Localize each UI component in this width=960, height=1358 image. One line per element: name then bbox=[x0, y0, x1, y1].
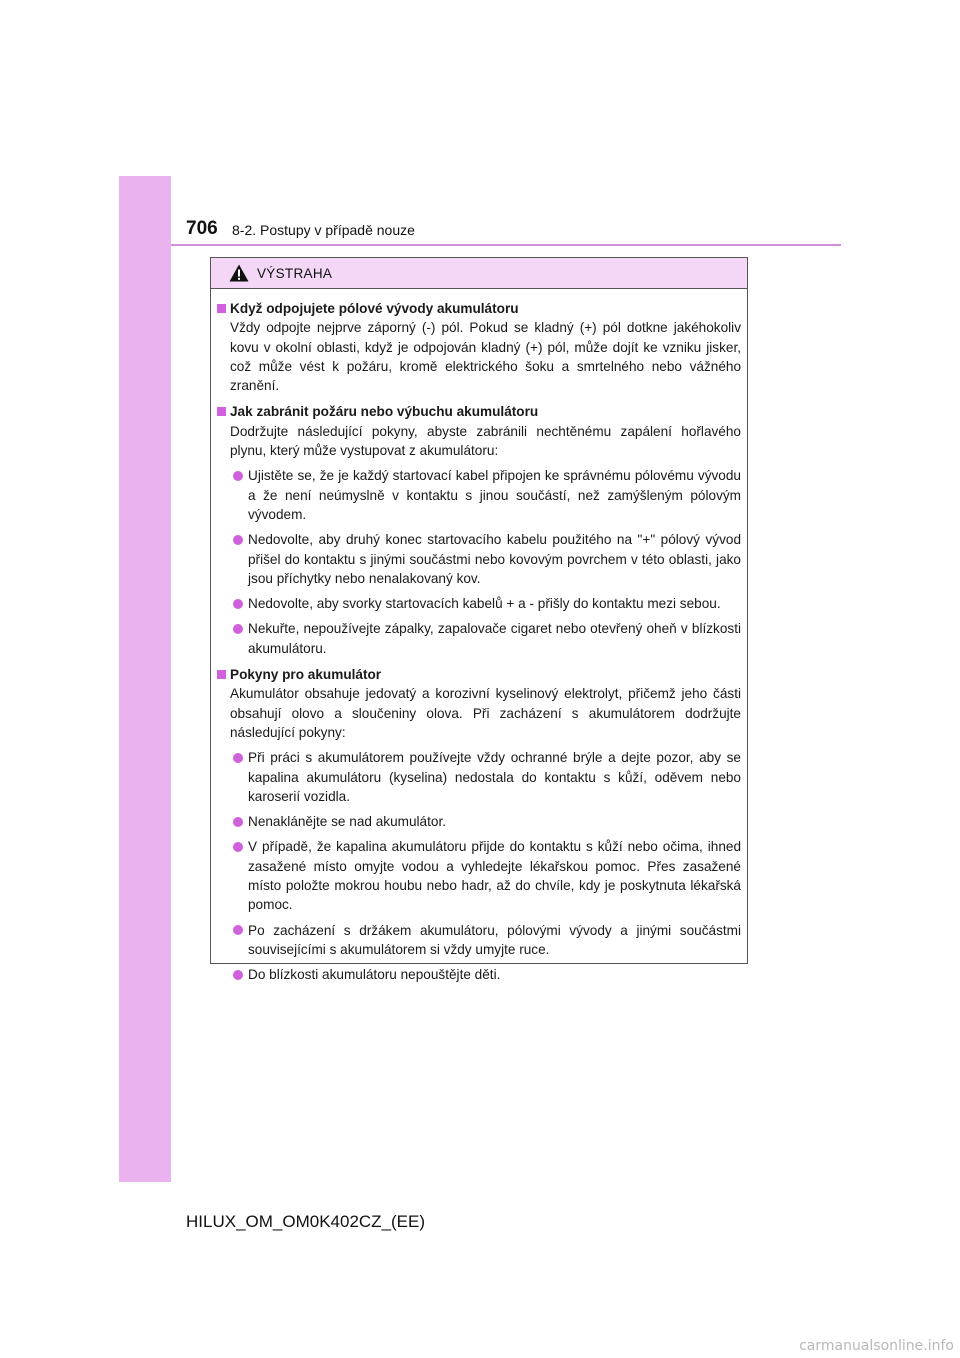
section-text: Akumulátor obsahuje jedovatý a korozivní kyselinový elektrolyt, přičemž jeho části obsahují olovo a sloučeniny olova. Při zacházení s akumulátorem dodržujte následující pokyny: bbox=[230, 686, 741, 740]
list-item bbox=[217, 530, 741, 588]
list-item-text: Nedovolte, aby druhý konec startovacího kabelu použitého na "+" pólový vývod přišel do kontaktu s jinými součástmi nebo kovovým povrchem v této oblasti, jako jsou příchytky nebo nenalakovaný kov. bbox=[248, 532, 741, 586]
dot-bullet-icon bbox=[233, 817, 243, 827]
warning-section-fire bbox=[217, 402, 741, 658]
dot-bullet-icon bbox=[233, 535, 243, 545]
page-number: 706 bbox=[186, 218, 218, 239]
list-item-text: Ujistěte se, že je každý startovací kabel připojen ke správnému pólovému vývodu a že není neúmyslně v kontaktu s jinou součástí, než zamýšleným pólovým vývodem. bbox=[248, 468, 741, 522]
list-item-text: Nekuřte, nepoužívejte zápalky, zapalovače cigaret nebo otevřený oheň v blízkosti akumulátoru. bbox=[248, 621, 741, 656]
watermark: carmanualsonline.info bbox=[799, 1338, 954, 1354]
warning-body bbox=[211, 289, 747, 985]
warning-title: VÝSTRAHA bbox=[257, 265, 333, 281]
warning-box bbox=[210, 257, 748, 983]
dot-bullet-icon bbox=[233, 599, 243, 609]
dot-bullet-icon bbox=[233, 925, 243, 935]
list-item bbox=[217, 837, 741, 914]
warning-header bbox=[211, 258, 747, 289]
list-item bbox=[217, 812, 741, 831]
list-item bbox=[217, 965, 741, 984]
list-item-text: Nedovolte, aby svorky startovacích kabelů + a - přišly do kontaktu mezi sebou. bbox=[248, 596, 721, 612]
list-item bbox=[217, 466, 741, 524]
list-item-text: Po zacházení s držákem akumulátoru, pólovými vývody a jinými součástmi souvisejícími s akumulátorem si vždy umyjte ruce. bbox=[248, 922, 741, 957]
dot-bullet-icon bbox=[233, 471, 243, 481]
warning-triangle-icon bbox=[229, 264, 249, 282]
warning-section-battery-instructions bbox=[217, 665, 741, 984]
chapter-sidebar-tab bbox=[119, 176, 171, 1182]
warning-section-disconnect bbox=[217, 299, 741, 395]
section-heading bbox=[217, 665, 741, 684]
dot-bullet-icon bbox=[233, 842, 243, 852]
list-item-text: V případě, že kapalina akumulátoru přijde do kontaktu s kůží nebo očima, ihned zasažené místo omyjte vodou a vyhledejte lékařskou pomoc. Přes zasažené místo položte mokrou houbu nebo hadr, až do chvíle, kdy je poskytnuta lékařská pomoc. bbox=[248, 839, 741, 913]
section-heading-text: Když odpojujete pólové vývody akumulátoru bbox=[230, 301, 519, 316]
dot-bullet-icon bbox=[233, 753, 243, 763]
dot-bullet-icon bbox=[233, 970, 243, 980]
section-title: 8-2. Postupy v případě nouze bbox=[232, 222, 415, 238]
list-item bbox=[217, 921, 741, 960]
list-item bbox=[217, 748, 741, 806]
section-heading bbox=[217, 299, 741, 318]
square-bullet-icon bbox=[217, 670, 226, 679]
document-code: HILUX_OM_OM0K402CZ_(EE) bbox=[186, 1212, 426, 1231]
square-bullet-icon bbox=[217, 407, 226, 416]
section-heading bbox=[217, 402, 741, 421]
list-item bbox=[217, 594, 741, 613]
section-heading-text: Jak zabránit požáru nebo výbuchu akumulátoru bbox=[230, 404, 539, 420]
section-text: Vždy odpojte nejprve záporný (-) pól. Pokud se kladný (+) pól dotkne jakéhokoliv kovu v okolní oblasti, když je odpojován kladný (+) pól, může dojít ke vzniku jisker, což může vést k požáru, kromě elektrického šoku a smrtelného nebo vážného zranění. bbox=[230, 320, 741, 394]
list-item bbox=[217, 619, 741, 658]
list-item-text: Nenaklánějte se nad akumulátor. bbox=[248, 814, 446, 830]
section-heading-text: Pokyny pro akumulátor bbox=[230, 667, 382, 683]
list-item-text: Do blízkosti akumulátoru nepouštějte děti. bbox=[248, 967, 501, 983]
header-rule bbox=[171, 244, 841, 246]
dot-bullet-icon bbox=[233, 624, 243, 634]
list-item-text: Při práci s akumulátorem používejte vždy ochranné brýle a dejte pozor, aby se kapalina akumulátoru (kyselina) nedostala do kontaktu s kůží, oděvem nebo karoserií vozidla. bbox=[248, 750, 741, 804]
section-text: Dodržujte následující pokyny, abyste zabránili nechtěnému zapálení hořlavého plynu, který může vystupovat z akumulátoru: bbox=[230, 423, 741, 459]
square-bullet-icon bbox=[217, 304, 226, 313]
